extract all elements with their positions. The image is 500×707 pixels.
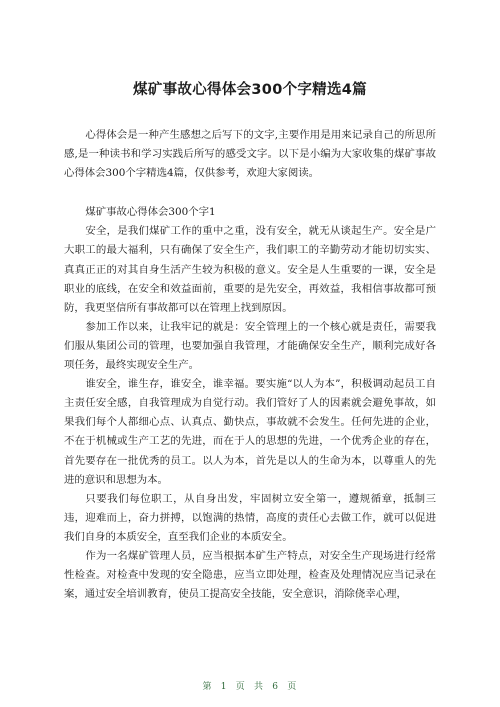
section-heading: 煤矿事故心得体会300个字1: [85, 206, 216, 219]
body-paragraph: 参加工作以来，让我牢记的就是：安全管理上的一个核心就是责任，需要我们服从集团公司的管理，也要加强自我管理，才能确保安全生产，顺利完成好各项任务，最终实现安全生产。: [64, 320, 436, 372]
footer-page-current: 1: [220, 682, 228, 692]
body-paragraph: 只要我们每位职工，从自身出发，牢固树立安全第一，遵规循章，抵制三违，迎难而上，奋力拼搏，以饱满的热情，高度的责任心去做工作，就可以促进我们自身的本质安全，直至我们企业的本质安全。: [64, 492, 436, 543]
body-paragraph: 安全，是我们煤矿工作的重中之重，没有安全，就无从谈起生产。安全是广大职工的最大福利，只有确保了安全生产，我们职工的辛勤劳动才能切切实实、真真正正的对其自身生活产生较为积极的意义。安全是人生重要的一课，安全是职业的底线，在安全和效益面前，重要的是先安全，再效益，我相信事故都可预防，我更坚信所有事故都可以在管理上找到原因。: [64, 225, 436, 314]
intro-paragraph: 心得体会是一种产生感想之后写下的文字,主要作用是用来记录自己的所思所感,是一种读书和学习实践后所写的感受文字。以下是小编为大家收集的煤矿事故心得体会300个字精选4篇，仅供参考，欢迎大家阅读。: [64, 129, 436, 180]
footer-label-ye: 页: [235, 682, 246, 692]
footer-page-total: 6: [272, 682, 280, 692]
footer-label-gong: 共: [254, 682, 265, 692]
document-body: [64, 126, 436, 604]
body-paragraph: 谁安全，谁生存，谁安全，谁幸福。要实施“以人为本”，积极调动起员工自主责任安全感，自我管理成为自觉行动。我们管好了人的因素就会避免事故，如果我们每个人都细心点、认真点、勤快点，事故就不会发生。任何先进的企业，不在于机械或生产工艺的先进，而在于人的思想的先进，一个优秀企业的存在，首先要存在一批优秀的员工。以人为本，首先是以人的生命为本，以尊重人的先进的意识和思想为本。: [64, 378, 436, 486]
spacer: [64, 183, 436, 203]
document-title: 煤矿事故心得体会300个字精选4篇: [133, 82, 367, 98]
body-paragraph: 作为一名煤矿管理人员，应当根据本矿生产特点，对安全生产现场进行经常性检查。对检查中发现的安全隐患，应当立即处理，检查及处理情况应当记录在案，通过安全培训教育，使员工提高安全技能，安全意识，消除侥幸心理，: [64, 549, 436, 601]
page-footer: [0, 679, 500, 692]
footer-label-di: 第: [202, 682, 213, 692]
footer-label-ye2: 页: [287, 682, 298, 692]
